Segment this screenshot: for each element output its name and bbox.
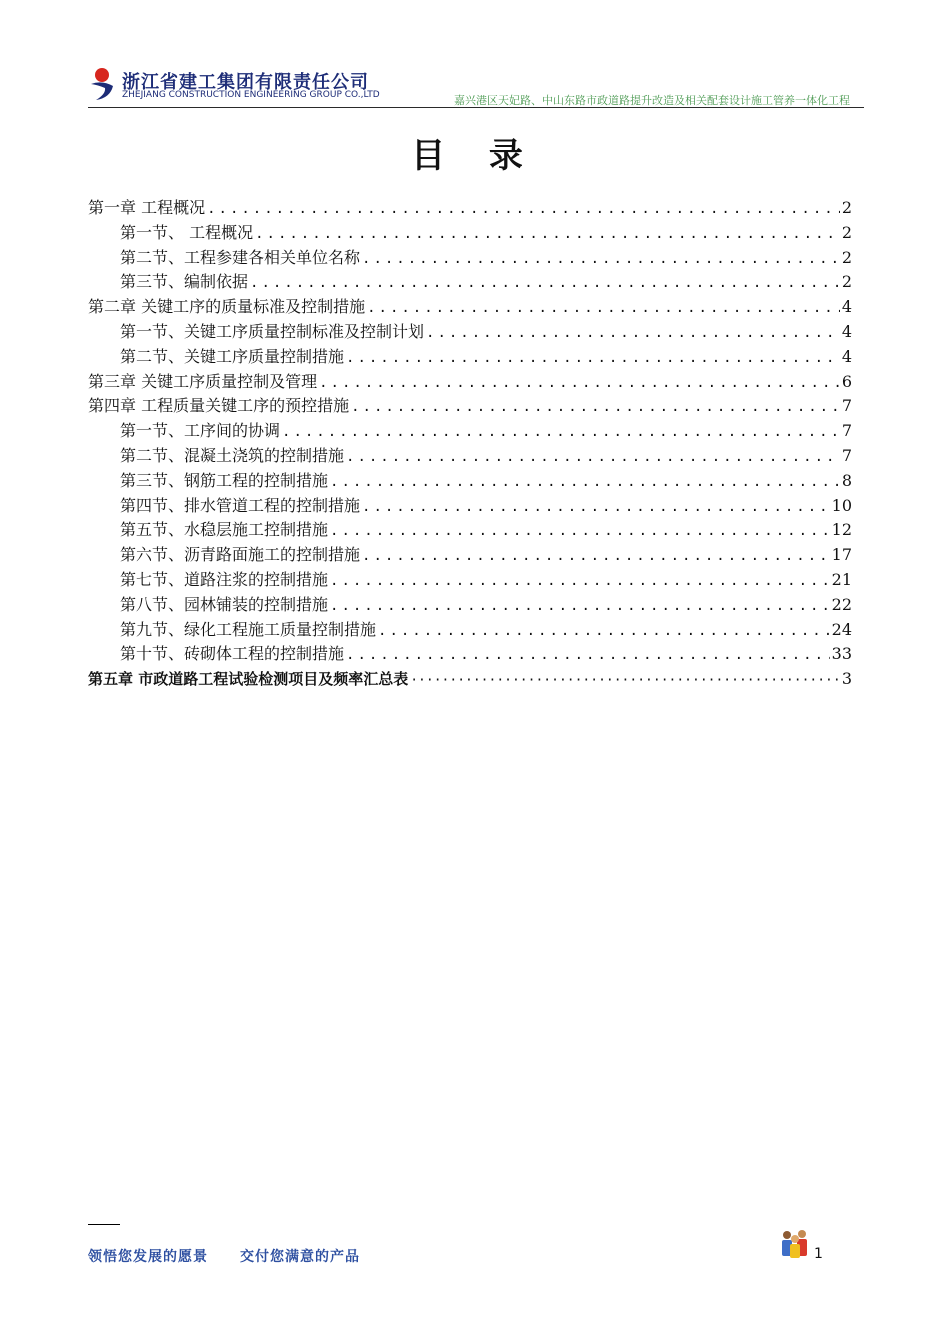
toc-dot-leader bbox=[346, 445, 840, 469]
toc-entry-page: 7 bbox=[841, 446, 852, 465]
toc-entry-title: 第二节、工程参建各相关单位名称 bbox=[120, 248, 361, 267]
toc-entry-page: 2 bbox=[841, 223, 852, 242]
toc-entry-page: 22 bbox=[831, 595, 852, 614]
toc-entry[interactable] bbox=[120, 543, 852, 567]
toc-entry-title: 第一节、工序间的协调 bbox=[120, 421, 281, 440]
toc-entry[interactable] bbox=[120, 568, 852, 592]
toc-entry[interactable] bbox=[88, 370, 852, 394]
toc-entry-page: 12 bbox=[831, 520, 852, 539]
toc-entry[interactable] bbox=[120, 419, 852, 443]
toc-dot-leader bbox=[319, 371, 840, 395]
footer-divider bbox=[88, 1224, 120, 1225]
toc-dot-leader bbox=[255, 222, 840, 246]
toc-entry[interactable] bbox=[88, 667, 852, 691]
toc-entry-page: 21 bbox=[831, 570, 852, 589]
toc-dot-leader bbox=[362, 495, 830, 519]
toc-entry-title: 第二节、关键工序质量控制措施 bbox=[120, 347, 345, 366]
toc-dot-leader bbox=[330, 594, 830, 618]
toc-entry-title: 第二章 关键工序的质量标准及控制措施 bbox=[88, 297, 366, 316]
toc-dot-leader bbox=[250, 271, 840, 295]
toc-dot-leader bbox=[330, 569, 830, 593]
toc-entry[interactable] bbox=[120, 345, 852, 369]
toc-entry-page: 2 bbox=[841, 198, 852, 217]
toc-dot-leader bbox=[330, 519, 830, 543]
toc-entry[interactable] bbox=[120, 221, 852, 245]
toc-entry-title: 第六节、沥青路面施工的控制措施 bbox=[120, 545, 361, 564]
footer-slogan bbox=[88, 1246, 360, 1266]
toc-entry-title: 第四章 工程质量关键工序的预控措施 bbox=[88, 396, 350, 415]
toc-dot-leader bbox=[362, 544, 830, 568]
toc-entry[interactable] bbox=[120, 518, 852, 542]
toc-entry-title: 第三节、编制依据 bbox=[120, 272, 249, 291]
toc-entry[interactable] bbox=[120, 593, 852, 617]
toc-entry-title: 第一节、关键工序质量控制标准及控制计划 bbox=[120, 322, 425, 341]
toc-entry[interactable] bbox=[120, 618, 852, 642]
toc-entry[interactable] bbox=[120, 270, 852, 294]
toc-entry-page: 24 bbox=[831, 620, 852, 639]
toc-entry-page: 17 bbox=[831, 545, 852, 564]
company-name-en: ZHEJIANG CONSTRUCTION ENGINEERING GROUP CO.,LTD bbox=[122, 90, 380, 100]
toc-dot-leader bbox=[282, 420, 840, 444]
company-name-cn: 浙江省建工集团有限责任公司 bbox=[122, 72, 369, 93]
toc-dot-leader bbox=[346, 643, 830, 667]
toc-entry-page: 33 bbox=[831, 644, 852, 663]
toc-entry-page: 4 bbox=[841, 347, 852, 366]
toc-dot-leader bbox=[367, 296, 840, 320]
toc-entry[interactable] bbox=[120, 469, 852, 493]
page-number: 1 bbox=[814, 1246, 823, 1262]
people-group-icon bbox=[778, 1226, 812, 1260]
toc-entry-title: 第五节、水稳层施工控制措施 bbox=[120, 520, 329, 539]
toc-dot-leader bbox=[351, 395, 840, 419]
company-logo-icon bbox=[88, 66, 116, 102]
toc-dot-leader bbox=[346, 346, 840, 370]
toc-entry-title: 第八节、园林铺装的控制措施 bbox=[120, 595, 329, 614]
toc-entry-title: 第一章 工程概况 bbox=[88, 198, 206, 217]
slogan-left: 领悟您发展的愿景 bbox=[88, 1249, 208, 1265]
toc-entry[interactable] bbox=[120, 642, 852, 666]
toc-entry[interactable] bbox=[120, 444, 852, 468]
toc-entry-page: 7 bbox=[841, 396, 852, 415]
toc-entry-page: 6 bbox=[841, 372, 852, 391]
toc-entry-page: 10 bbox=[831, 496, 852, 515]
toc-entry-title: 第七节、道路注浆的控制措施 bbox=[120, 570, 329, 589]
toc-entry-title: 第四节、排水管道工程的控制措施 bbox=[120, 496, 361, 515]
page-title: 目 录 bbox=[411, 136, 539, 176]
toc-entry-title: 第五章 市政道路工程试验检测项目及频率汇总表 bbox=[88, 670, 409, 688]
toc-entry[interactable] bbox=[120, 320, 852, 344]
toc-entry-page: 3 bbox=[841, 669, 852, 688]
toc-entry-title: 第一节、 工程概况 bbox=[120, 223, 254, 242]
toc-entry[interactable] bbox=[120, 246, 852, 270]
toc-entry-page: 7 bbox=[841, 421, 852, 440]
toc-entry-page: 8 bbox=[841, 471, 852, 490]
toc-dot-leader bbox=[410, 669, 840, 693]
header-divider bbox=[88, 107, 864, 108]
toc-entry-title: 第三节、钢筋工程的控制措施 bbox=[120, 471, 329, 490]
toc-entry-title: 第十节、砖砌体工程的控制措施 bbox=[120, 644, 345, 663]
toc-entry-page: 4 bbox=[841, 322, 852, 341]
toc-entry-page: 4 bbox=[841, 297, 852, 316]
toc-entry[interactable] bbox=[120, 494, 852, 518]
toc-entry[interactable] bbox=[88, 394, 852, 418]
toc-entry[interactable] bbox=[88, 196, 852, 220]
toc-dot-leader bbox=[362, 247, 840, 271]
toc-entry-title: 第二节、混凝土浇筑的控制措施 bbox=[120, 446, 345, 465]
toc-entry-page: 2 bbox=[841, 248, 852, 267]
toc-entry-title: 第九节、绿化工程施工质量控制措施 bbox=[120, 620, 377, 639]
toc-dot-leader bbox=[378, 619, 830, 643]
toc-dot-leader bbox=[330, 470, 840, 494]
toc-dot-leader bbox=[207, 197, 840, 221]
toc-entry[interactable] bbox=[88, 295, 852, 319]
project-name: 嘉兴港区天妃路、中山东路市政道路提升改造及相关配套设计施工管养一体化工程 bbox=[454, 94, 850, 107]
toc-dot-leader bbox=[426, 321, 840, 345]
toc-entry-page: 2 bbox=[841, 272, 852, 291]
toc-entry-title: 第三章 关键工序质量控制及管理 bbox=[88, 372, 318, 391]
slogan-right: 交付您满意的产品 bbox=[240, 1249, 360, 1265]
page-header bbox=[88, 62, 864, 108]
